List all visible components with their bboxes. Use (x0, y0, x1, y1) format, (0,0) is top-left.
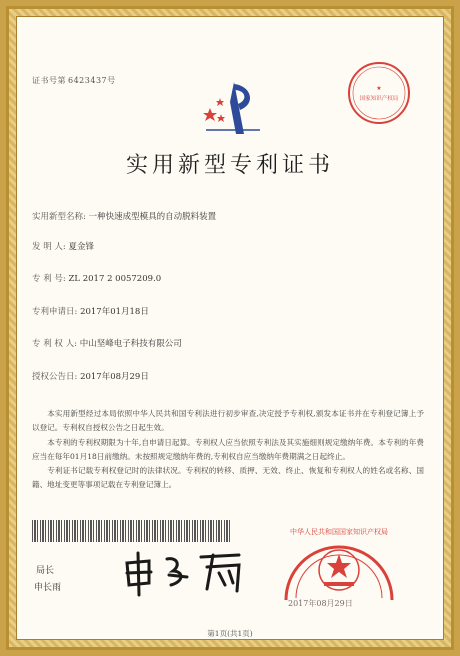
top-seal-icon (346, 60, 412, 126)
signature-icon (115, 545, 275, 600)
body-paragraph: 本实用新型经过本局依照中华人民共和国专利法进行初步审查,决定授予专利权,颁发本证书并在专利登记簿上予以登记。专利权自授权公告之日起生效。 (32, 409, 424, 433)
top-seal-text: 国家知识产权局 (359, 96, 399, 102)
stamp-date: 2017年08月29日 (288, 599, 353, 608)
director-name: 申长雨 (34, 583, 62, 593)
field-label: 专 利 权 人: (32, 339, 77, 349)
bottom-seal-text: 中华人民共和国国家知识产权局 (290, 528, 388, 536)
certificate-number-value: 6423437 (68, 76, 108, 85)
field-value: ZL 2017 2 0057209.0 (68, 274, 162, 284)
certificate-number-label: 证书号第 (32, 76, 66, 85)
field-value: 一种快速成型模具的自动脱料装置 (88, 212, 217, 222)
field-utility-model-name (32, 210, 216, 222)
certificate-number-suffix: 号 (107, 76, 116, 85)
certificate-paper (20, 20, 440, 636)
field-value: 中山坚峰电子科技有限公司 (79, 339, 182, 349)
certificate-number (32, 75, 116, 86)
body-paragraph: 专利证书记载专利权登记时的法律状况。专利权的转移、质押、无效、终止、恢复和专利权人的姓名或名称、国籍、地址变更等事项记载在专利登记簿上。 (32, 466, 424, 490)
field-value: 2017年01月18日 (80, 307, 149, 317)
certificate-title: 实用新型专利证书 (125, 153, 334, 178)
field-label: 发 明 人: (32, 242, 66, 252)
field-value: 2017年08月29日 (80, 372, 149, 382)
national-seal-icon (276, 508, 402, 612)
field-label: 专利申请日: (32, 307, 78, 317)
field-label: 专 利 号: (32, 274, 66, 284)
field-inventor (32, 240, 94, 252)
field-label: 实用新型名称: (32, 212, 86, 222)
field-patent-number (32, 272, 161, 284)
field-value: 夏金锋 (68, 242, 94, 252)
field-label: 授权公告日: (32, 372, 78, 382)
top-seal-text-1: ★ (376, 85, 382, 92)
barcode-icon (32, 520, 232, 542)
certificate-body (32, 407, 424, 493)
field-patentee (32, 337, 182, 349)
director-role: 局长 (36, 566, 55, 576)
field-application-date (32, 305, 149, 317)
page-number: 第1页(共1页) (207, 629, 253, 638)
cnipa-logo-icon (200, 78, 270, 142)
body-paragraph: 本专利的专利权期限为十年,自申请日起算。专利权人应当依照专利法及其实施细则规定缴纳年费。本专利的年费应当在每年01月18日前缴纳。未按照规定缴纳年费的,专利权自应当缴纳年费期满之日起终止。 (32, 437, 424, 461)
field-grant-date (32, 370, 149, 382)
